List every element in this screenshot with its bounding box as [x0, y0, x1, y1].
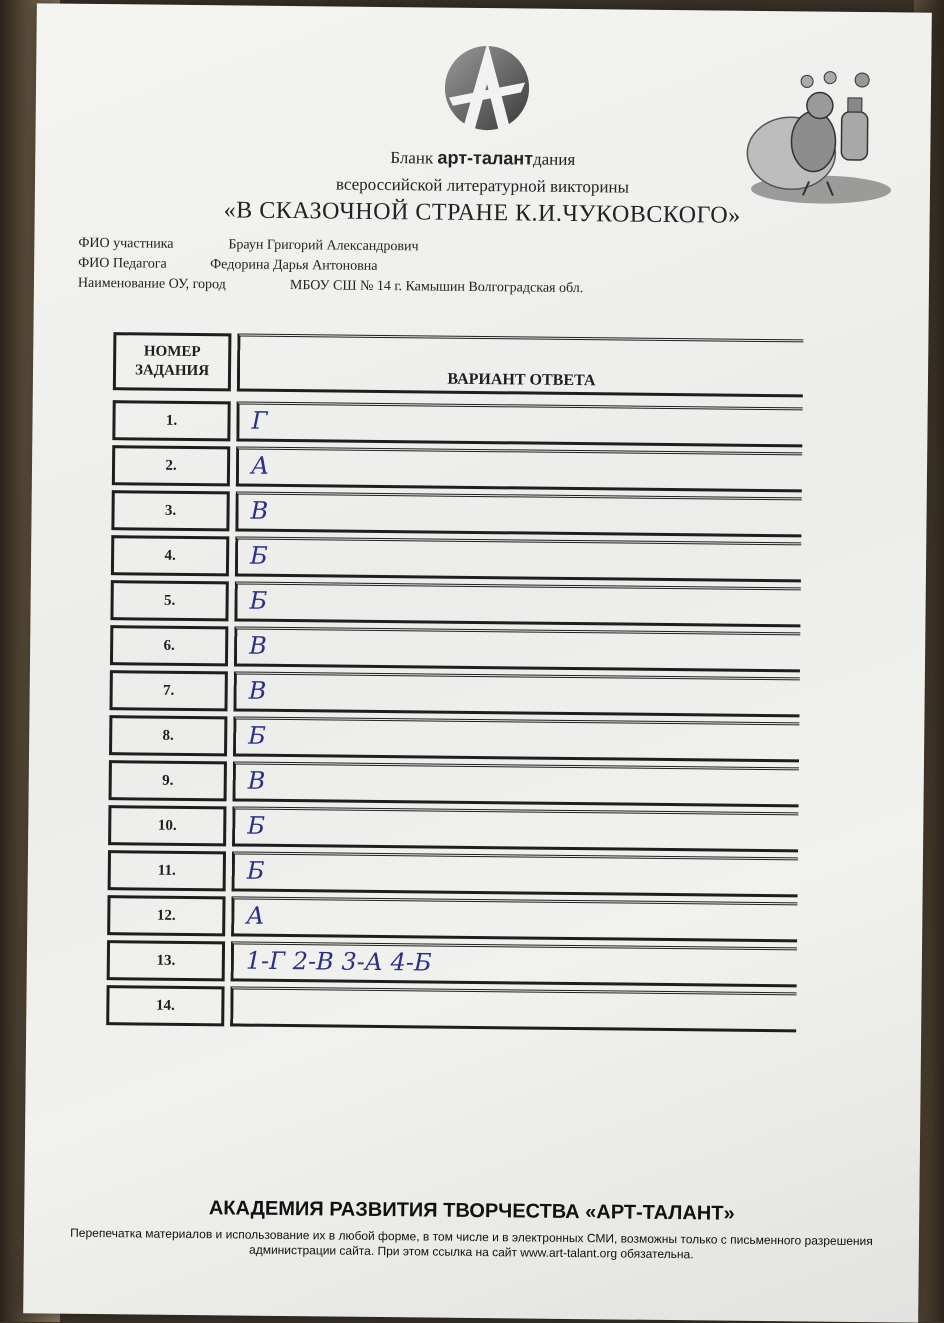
answer-sheet [23, 3, 932, 1322]
number-column-header [113, 332, 232, 391]
table-row [112, 400, 802, 447]
quiz-subtitle: всероссийской литературной викторины [335, 174, 630, 197]
art-talant-logo [440, 38, 533, 141]
table-row [106, 985, 796, 1032]
task-number: 13. [107, 940, 225, 981]
table-row [108, 850, 798, 897]
task-number: 10. [108, 805, 226, 846]
handwritten-answer: А [246, 901, 265, 930]
handwritten-answer: А [250, 451, 270, 480]
handwritten-answer: Б [248, 721, 267, 750]
answer-cell[interactable] [236, 446, 802, 492]
table-row [111, 535, 801, 582]
task-number: 1. [112, 400, 230, 441]
answer-cell[interactable] [235, 491, 801, 537]
task-number: 5. [110, 580, 228, 621]
answer-cell[interactable] [230, 986, 796, 1032]
task-number: 2. [112, 445, 230, 486]
task-number: 7. [109, 670, 227, 711]
task-number: 14. [106, 985, 224, 1026]
answer-cell[interactable] [234, 581, 800, 627]
handwritten-answer: Б [247, 811, 266, 840]
answer-cell[interactable] [233, 761, 799, 807]
handwritten-answer: 1-Г 2-В 3-А 4-Б [245, 946, 432, 977]
table-row [109, 715, 799, 762]
answer-cell[interactable] [232, 806, 798, 852]
handwritten-answer: Б [249, 586, 268, 615]
table-row [110, 580, 800, 627]
handwritten-answer: Б [246, 856, 265, 885]
answer-cell[interactable] [235, 536, 801, 582]
form-title-suffix: дания [532, 149, 576, 169]
table-row [108, 805, 798, 852]
task-number: 6. [110, 625, 228, 666]
task-number: 8. [109, 715, 227, 756]
number-header-line2: ЗАДАНИЯ [134, 362, 210, 380]
copyright-notice: Перепечатка материалов и использование их в любой форме, в том числе и в электронных СМИ, возможны только с письменного разрешения администрации сайта. При этом ссылка на сайт www.art-talant.org обязательна. [70, 1225, 873, 1262]
answer-column-header-cell [237, 333, 804, 397]
task-number: 9. [109, 760, 227, 801]
answer-cell[interactable] [232, 851, 798, 897]
task-number: 3. [111, 490, 229, 531]
school-label: Наименование ОУ, город [77, 275, 226, 293]
table-row [111, 490, 801, 537]
table-row [109, 670, 799, 717]
quiz-title: «В СКАЗОЧНОЙ СТРАНЕ К.И.ЧУКОВСКОГО» [223, 197, 741, 229]
form-title-prefix: Бланк [390, 148, 434, 168]
table-header-row [113, 332, 804, 397]
task-number: 12. [107, 895, 225, 936]
participant-line [78, 236, 418, 256]
answer-table [113, 332, 803, 1014]
table-row [112, 445, 802, 492]
task-number: 4. [111, 535, 229, 576]
school-line [78, 276, 583, 297]
handwritten-answer: В [247, 766, 266, 795]
answer-cell[interactable] [233, 671, 799, 717]
teacher-value: Федорина Дарья Антоновна [210, 257, 378, 274]
handwritten-answer: В [250, 496, 269, 525]
answer-cell[interactable] [234, 626, 800, 672]
participant-label: ФИО участника [78, 235, 174, 252]
number-header-line1: НОМЕР [143, 343, 201, 361]
handwritten-answer: Г [251, 406, 268, 435]
table-row [110, 625, 800, 672]
answer-column-header: ВАРИАНТ ОТВЕТА [447, 370, 596, 390]
task-number: 11. [108, 850, 226, 891]
answer-cell[interactable] [231, 896, 797, 942]
answer-cell[interactable] [236, 401, 802, 447]
brand-overlay-text: арт-талант [437, 147, 534, 169]
teacher-label: ФИО Педагога [78, 255, 167, 272]
table-row [107, 895, 797, 942]
handwritten-answer: В [249, 631, 267, 660]
academy-name: АКАДЕМИЯ РАЗВИТИЯ ТВОРЧЕСТВА «АРТ-ТАЛАНТ» [208, 1197, 735, 1225]
handwritten-answer: Б [249, 541, 268, 570]
answer-cell[interactable] [233, 716, 799, 762]
table-row [107, 940, 797, 987]
participant-value: Браун Григорий Александрович [228, 237, 419, 255]
table-row [109, 760, 799, 807]
answer-cell[interactable] [231, 941, 797, 987]
school-value: МБОУ СШ № 14 г. Камышин Волгоградская обл. [289, 278, 584, 297]
teacher-line [78, 256, 377, 275]
handwritten-answer: В [248, 676, 267, 705]
